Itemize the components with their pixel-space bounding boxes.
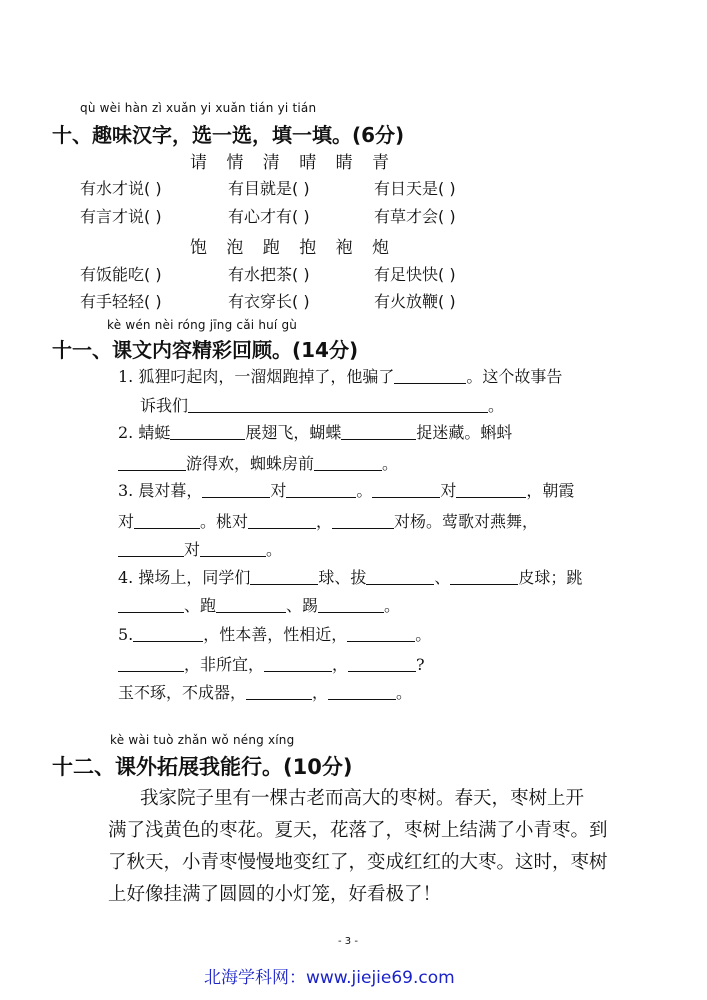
q5-text-c: 。 [415,625,432,644]
sec10-char-group-1: 请 情 清 晴 睛 青 [190,153,390,173]
question-5-line-3 [118,680,412,703]
answer-blank[interactable] [332,512,394,529]
answer-blank[interactable] [341,423,416,440]
q3-text-b: 对 [270,481,287,500]
q4-text-e: 、跑 [184,596,217,615]
sec10-item-10: 有手轻轻( ) [80,292,162,311]
q5-text-g: 玉不琢，不成器， [118,683,247,702]
question-5-line-2 [118,652,425,675]
answer-blank[interactable] [188,396,488,413]
question-1-line-1 [118,364,562,387]
question-3-line-1 [118,478,574,501]
q3-text-a: 3. 晨对暮， [118,481,203,500]
question-4-line-2 [118,593,400,616]
answer-blank[interactable] [118,655,184,672]
sec10-item-12: 有火放鞭( ) [374,292,456,311]
answer-blank[interactable] [118,540,184,557]
q5-text-a: 5. [118,625,134,644]
sec11-title: 十一、课文内容精彩回顾。(14分) [52,338,359,362]
q5-text-e: ， [332,655,349,674]
answer-blank[interactable] [286,481,356,498]
answer-blank[interactable] [450,568,518,585]
sec10-item-4: 有言才说( ) [80,207,162,226]
answer-blank[interactable] [200,540,266,557]
question-1-line-2 [140,393,504,416]
q4-text-f: 、踢 [286,596,319,615]
answer-blank[interactable] [372,481,440,498]
q1-text-b: 。这个故事告 [466,367,563,386]
sec12-title: 十二、课外拓展我能行。(10分) [52,755,353,779]
question-2-line-1 [118,420,512,443]
sec10-item-6: 有草才会( ) [374,207,456,226]
question-5-line-1 [118,622,431,645]
answer-blank[interactable] [133,625,203,642]
q3-text-j: 对 [184,540,201,559]
answer-blank[interactable] [264,655,332,672]
q5-text-i: 。 [396,683,413,702]
q3-text-c: 。 [356,481,373,500]
q1-text-c: 诉我们 [140,396,189,415]
q4-text-d: 皮球；跳 [518,568,583,587]
answer-blank[interactable] [134,512,200,529]
q4-text-c: 、 [434,568,451,587]
sec10-item-2: 有目就是( ) [228,179,310,198]
answer-blank[interactable] [348,655,416,672]
passage-line-4: 上好像挂满了圆圆的小灯笼，好看极了！ [108,884,442,905]
answer-blank[interactable] [118,596,184,613]
sec10-item-3: 有日天是( ) [374,179,456,198]
sec10-item-5: 有心才有( ) [228,207,310,226]
answer-blank[interactable] [202,481,270,498]
question-4-line-1 [118,565,582,588]
q2-text-e: 。 [382,454,399,473]
answer-blank[interactable] [347,625,415,642]
answer-blank[interactable] [366,568,434,585]
passage-line-2: 满了浅黄色的枣花。夏天，花落了，枣树上结满了小青枣。到 [108,820,608,841]
q5-text-h: ， [312,683,329,702]
answer-blank[interactable] [318,596,384,613]
answer-blank[interactable] [328,683,396,700]
q2-text-c: 捉迷藏。蝌蚪 [416,423,513,442]
passage-line-3: 了秋天，小青枣慢慢地变红了，变成红红的大枣。这时，枣树 [108,852,608,873]
answer-blank[interactable] [118,454,186,471]
answer-blank[interactable] [456,481,526,498]
q3-text-k: 。 [266,540,283,559]
sec10-item-1: 有水才说( ) [80,179,162,198]
sec10-item-8: 有水把茶( ) [228,265,310,284]
q3-text-i: 对杨。莺歌对燕舞， [394,512,539,531]
q2-text-a: 2. 蜻蜓 [118,423,171,442]
question-3-line-2 [118,509,538,532]
answer-blank[interactable] [250,568,318,585]
q5-text-b: ，性本善，性相近， [203,625,348,644]
q4-text-b: 球、拔 [318,568,367,587]
q4-text-g: 。 [384,596,401,615]
q2-text-b: 展翅飞，蝴蝶 [245,423,342,442]
sec11-pinyin: kè wén nèi róng jīng cǎi huí gù [107,318,298,332]
sec12-pinyin: kè wài tuò zhǎn wǒ néng xíng [110,733,295,747]
q3-text-e: ，朝霞 [526,481,575,500]
sec10-item-9: 有足快快( ) [374,265,456,284]
q5-text-f: ? [416,655,425,674]
sec10-char-group-2: 饱 泡 跑 抱 袍 炮 [190,238,390,258]
answer-blank[interactable] [246,683,312,700]
answer-blank[interactable] [314,454,382,471]
q3-text-f: 对 [118,512,135,531]
q1-text-d: 。 [488,396,505,415]
sec10-item-11: 有衣穿长( ) [228,292,310,311]
sec10-pinyin: qù wèi hàn zì xuǎn yi xuǎn tián yi tián [80,101,317,115]
q3-text-g: 。桃对 [200,512,249,531]
answer-blank[interactable] [394,367,466,384]
passage-line-1: 我家院子里有一棵古老而高大的枣树。春天，枣树上开 [140,788,585,809]
question-2-line-2 [118,451,398,474]
footer-site-link[interactable]: 北海学科网：www.jiejie69.com [204,968,455,988]
q3-text-d: 对 [440,481,457,500]
question-3-line-3 [118,537,282,560]
answer-blank[interactable] [170,423,245,440]
q4-text-a: 4. 操场上，同学们 [118,568,251,587]
answer-blank[interactable] [216,596,286,613]
page-number: - 3 - [338,936,358,947]
q3-text-h: ， [316,512,333,531]
answer-blank[interactable] [248,512,316,529]
q5-text-d: ，非所宜， [184,655,265,674]
sec10-title: 十、趣味汉字，选一选，填一填。(6分) [52,123,405,147]
q2-text-d: 游得欢，蜘蛛房前 [186,454,315,473]
q1-text-a: 1. 狐狸叼起肉，一溜烟跑掉了，他骗了 [118,367,395,386]
sec10-item-7: 有饭能吃( ) [80,265,162,284]
